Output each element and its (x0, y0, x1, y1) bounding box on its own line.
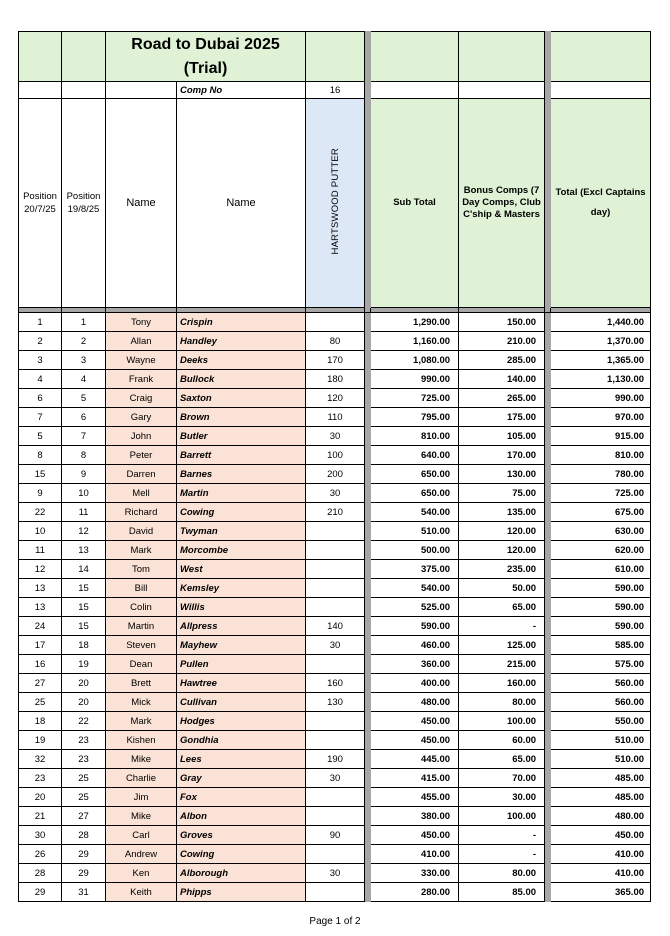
comp-points (306, 560, 365, 579)
position-prev: 16 (19, 655, 62, 674)
title-row (19, 32, 651, 82)
bonus-points: 150.00 (459, 313, 545, 332)
table-row (19, 522, 651, 541)
total-points: 510.00 (551, 731, 651, 750)
first-name: Dean (106, 655, 177, 674)
subtotal: 540.00 (371, 503, 459, 522)
subtotal: 360.00 (371, 655, 459, 674)
subtotal: 500.00 (371, 541, 459, 560)
last-name: Hodges (177, 712, 306, 731)
position-prev: 21 (19, 807, 62, 826)
total-points: 590.00 (551, 617, 651, 636)
first-name: Peter (106, 446, 177, 465)
table-row (19, 598, 651, 617)
comp-points: 190 (306, 750, 365, 769)
subtotal: 415.00 (371, 769, 459, 788)
first-name: Mike (106, 807, 177, 826)
table-row (19, 313, 651, 332)
total-points: 575.00 (551, 655, 651, 674)
last-name: Fox (177, 788, 306, 807)
comp-points: 30 (306, 769, 365, 788)
last-name: Brown (177, 408, 306, 427)
position-current: 23 (62, 750, 106, 769)
bonus-points: 75.00 (459, 484, 545, 503)
position-prev: 23 (19, 769, 62, 788)
comp-points (306, 883, 365, 902)
subtotal: 455.00 (371, 788, 459, 807)
subtotal: 640.00 (371, 446, 459, 465)
subtotal: 375.00 (371, 560, 459, 579)
first-name: David (106, 522, 177, 541)
position-prev: 20 (19, 788, 62, 807)
first-name: John (106, 427, 177, 446)
first-name: Brett (106, 674, 177, 693)
total-points: 550.00 (551, 712, 651, 731)
bonus-points: 60.00 (459, 731, 545, 750)
first-name: Mark (106, 541, 177, 560)
first-name: Charlie (106, 769, 177, 788)
table-row (19, 541, 651, 560)
last-name: West (177, 560, 306, 579)
position-prev: 3 (19, 351, 62, 370)
total-points: 560.00 (551, 693, 651, 712)
player-rows (19, 313, 651, 902)
bonus-points: 140.00 (459, 370, 545, 389)
table-row (19, 579, 651, 598)
position-current: 28 (62, 826, 106, 845)
subtotal: 990.00 (371, 370, 459, 389)
total-points: 915.00 (551, 427, 651, 446)
bonus-points: 215.00 (459, 655, 545, 674)
last-name: Kemsley (177, 579, 306, 598)
comp-points: 30 (306, 484, 365, 503)
last-name: Pullen (177, 655, 306, 674)
position-current: 3 (62, 351, 106, 370)
table-row (19, 845, 651, 864)
comp-points: 200 (306, 465, 365, 484)
comp-points (306, 313, 365, 332)
header-position-prev: Position 20/7/25 (19, 99, 62, 308)
subtotal: 1,160.00 (371, 332, 459, 351)
position-current: 7 (62, 427, 106, 446)
last-name: Cowing (177, 845, 306, 864)
comp-points (306, 598, 365, 617)
comp-points: 180 (306, 370, 365, 389)
position-prev: 28 (19, 864, 62, 883)
subtotal: 810.00 (371, 427, 459, 446)
first-name: Andrew (106, 845, 177, 864)
subtotal: 650.00 (371, 484, 459, 503)
bonus-points: 135.00 (459, 503, 545, 522)
position-prev: 7 (19, 408, 62, 427)
subtotal: 280.00 (371, 883, 459, 902)
first-name: Allan (106, 332, 177, 351)
last-name: Phipps (177, 883, 306, 902)
bonus-points: 235.00 (459, 560, 545, 579)
comp-points: 30 (306, 427, 365, 446)
position-prev: 9 (19, 484, 62, 503)
total-points: 485.00 (551, 788, 651, 807)
position-current: 23 (62, 731, 106, 750)
position-current: 19 (62, 655, 106, 674)
total-points: 510.00 (551, 750, 651, 769)
comp-points: 110 (306, 408, 365, 427)
first-name: Carl (106, 826, 177, 845)
bonus-points: 170.00 (459, 446, 545, 465)
bonus-points: 65.00 (459, 750, 545, 769)
header-last-name: Name (177, 99, 306, 308)
comp-no-value: 16 (306, 82, 365, 99)
first-name: Mell (106, 484, 177, 503)
position-current: 22 (62, 712, 106, 731)
first-name: Darren (106, 465, 177, 484)
bonus-points: 105.00 (459, 427, 545, 446)
first-name: Keith (106, 883, 177, 902)
position-current: 10 (62, 484, 106, 503)
table-row (19, 560, 651, 579)
comp-points (306, 731, 365, 750)
first-name: Colin (106, 598, 177, 617)
position-prev: 19 (19, 731, 62, 750)
table-row (19, 389, 651, 408)
comp-points (306, 788, 365, 807)
table-row (19, 750, 651, 769)
page-footer: Page 1 of 2 (309, 916, 361, 927)
bonus-points: 160.00 (459, 674, 545, 693)
first-name: Tony (106, 313, 177, 332)
position-current: 9 (62, 465, 106, 484)
table-row (19, 332, 651, 351)
comp-points: 120 (306, 389, 365, 408)
last-name: Twyman (177, 522, 306, 541)
position-current: 14 (62, 560, 106, 579)
subtotal: 400.00 (371, 674, 459, 693)
position-current: 11 (62, 503, 106, 522)
bonus-points: 30.00 (459, 788, 545, 807)
table-row (19, 446, 651, 465)
header-first-name: Name (106, 99, 177, 308)
bonus-points: 120.00 (459, 541, 545, 560)
bonus-points: 80.00 (459, 693, 545, 712)
position-current: 5 (62, 389, 106, 408)
position-prev: 13 (19, 598, 62, 617)
table-row (19, 693, 651, 712)
first-name: Steven (106, 636, 177, 655)
subtotal: 510.00 (371, 522, 459, 541)
position-prev: 8 (19, 446, 62, 465)
header-subtotal: Sub Total (371, 99, 459, 308)
last-name: Cullivan (177, 693, 306, 712)
total-points: 1,440.00 (551, 313, 651, 332)
comp-points (306, 807, 365, 826)
position-prev: 29 (19, 883, 62, 902)
position-prev: 12 (19, 560, 62, 579)
position-current: 15 (62, 617, 106, 636)
last-name: Crispin (177, 313, 306, 332)
first-name: Mick (106, 693, 177, 712)
last-name: Bullock (177, 370, 306, 389)
subtotal: 795.00 (371, 408, 459, 427)
comp-points (306, 579, 365, 598)
last-name: Gondhia (177, 731, 306, 750)
table-row (19, 427, 651, 446)
comp-points (306, 655, 365, 674)
total-points: 585.00 (551, 636, 651, 655)
position-current: 15 (62, 598, 106, 617)
first-name: Richard (106, 503, 177, 522)
bonus-points: 65.00 (459, 598, 545, 617)
first-name: Jim (106, 788, 177, 807)
comp-points: 100 (306, 446, 365, 465)
total-points: 620.00 (551, 541, 651, 560)
header-row (19, 99, 651, 308)
bonus-points: 70.00 (459, 769, 545, 788)
sheet-title: Road to Dubai 2025 (Trial) (106, 32, 306, 82)
total-points: 1,130.00 (551, 370, 651, 389)
position-prev: 13 (19, 579, 62, 598)
bonus-points: 210.00 (459, 332, 545, 351)
last-name: Albon (177, 807, 306, 826)
bonus-points: 100.00 (459, 807, 545, 826)
first-name: Tom (106, 560, 177, 579)
last-name: Cowing (177, 503, 306, 522)
position-current: 27 (62, 807, 106, 826)
first-name: Bill (106, 579, 177, 598)
total-points: 480.00 (551, 807, 651, 826)
subtotal: 330.00 (371, 864, 459, 883)
subtotal: 445.00 (371, 750, 459, 769)
subtotal: 460.00 (371, 636, 459, 655)
header-comp (306, 99, 365, 308)
table-row (19, 883, 651, 902)
comp-points: 160 (306, 674, 365, 693)
last-name: Lees (177, 750, 306, 769)
comp-points: 90 (306, 826, 365, 845)
bonus-points: 50.00 (459, 579, 545, 598)
first-name: Wayne (106, 351, 177, 370)
total-points: 410.00 (551, 864, 651, 883)
total-points: 590.00 (551, 598, 651, 617)
last-name: Martin (177, 484, 306, 503)
first-name: Mark (106, 712, 177, 731)
bonus-points: 120.00 (459, 522, 545, 541)
table-row (19, 617, 651, 636)
position-current: 18 (62, 636, 106, 655)
bonus-points: 125.00 (459, 636, 545, 655)
table-row (19, 731, 651, 750)
comp-points: 80 (306, 332, 365, 351)
total-points: 410.00 (551, 845, 651, 864)
last-name: Willis (177, 598, 306, 617)
position-current: 4 (62, 370, 106, 389)
position-prev: 15 (19, 465, 62, 484)
position-prev: 18 (19, 712, 62, 731)
comp-points (306, 522, 365, 541)
comp-points (306, 845, 365, 864)
total-points: 610.00 (551, 560, 651, 579)
position-prev: 4 (19, 370, 62, 389)
comp-points: 30 (306, 636, 365, 655)
subtotal: 1,080.00 (371, 351, 459, 370)
comp-points: 130 (306, 693, 365, 712)
position-prev: 30 (19, 826, 62, 845)
comp-points: 30 (306, 864, 365, 883)
subtotal: 1,290.00 (371, 313, 459, 332)
comp-no-label: Comp No (177, 82, 306, 99)
total-points: 1,370.00 (551, 332, 651, 351)
position-current: 31 (62, 883, 106, 902)
table-row (19, 826, 651, 845)
first-name: Martin (106, 617, 177, 636)
position-prev: 26 (19, 845, 62, 864)
position-current: 8 (62, 446, 106, 465)
first-name: Mike (106, 750, 177, 769)
bonus-points: 285.00 (459, 351, 545, 370)
comp-points: 140 (306, 617, 365, 636)
table-row (19, 351, 651, 370)
total-points: 990.00 (551, 389, 651, 408)
last-name: Barrett (177, 446, 306, 465)
position-prev: 25 (19, 693, 62, 712)
last-name: Allpress (177, 617, 306, 636)
position-prev: 6 (19, 389, 62, 408)
bonus-points: 130.00 (459, 465, 545, 484)
table-row (19, 636, 651, 655)
position-prev: 22 (19, 503, 62, 522)
bonus-points: 265.00 (459, 389, 545, 408)
position-prev: 10 (19, 522, 62, 541)
position-current: 1 (62, 313, 106, 332)
subtotal: 725.00 (371, 389, 459, 408)
last-name: Gray (177, 769, 306, 788)
last-name: Deeks (177, 351, 306, 370)
position-current: 13 (62, 541, 106, 560)
bonus-points: 175.00 (459, 408, 545, 427)
subtotal: 450.00 (371, 826, 459, 845)
position-prev: 11 (19, 541, 62, 560)
position-prev: 5 (19, 427, 62, 446)
last-name: Saxton (177, 389, 306, 408)
bonus-points: 80.00 (459, 864, 545, 883)
subtotal: 380.00 (371, 807, 459, 826)
position-current: 25 (62, 769, 106, 788)
bonus-points: - (459, 845, 545, 864)
table-row (19, 769, 651, 788)
total-points: 810.00 (551, 446, 651, 465)
subtotal: 480.00 (371, 693, 459, 712)
position-current: 20 (62, 693, 106, 712)
position-current: 6 (62, 408, 106, 427)
first-name: Ken (106, 864, 177, 883)
subtotal: 590.00 (371, 617, 459, 636)
total-points: 365.00 (551, 883, 651, 902)
subtotal: 540.00 (371, 579, 459, 598)
table-row (19, 465, 651, 484)
table-row (19, 788, 651, 807)
bonus-points: - (459, 617, 545, 636)
table-row (19, 655, 651, 674)
total-points: 725.00 (551, 484, 651, 503)
table-row (19, 807, 651, 826)
last-name: Alborough (177, 864, 306, 883)
total-points: 970.00 (551, 408, 651, 427)
last-name: Handley (177, 332, 306, 351)
position-prev: 27 (19, 674, 62, 693)
position-prev: 32 (19, 750, 62, 769)
subtotal: 650.00 (371, 465, 459, 484)
total-points: 590.00 (551, 579, 651, 598)
subtotal: 525.00 (371, 598, 459, 617)
bonus-points: 100.00 (459, 712, 545, 731)
last-name: Hawtree (177, 674, 306, 693)
position-current: 12 (62, 522, 106, 541)
leaderboard-table (18, 31, 651, 902)
position-prev: 2 (19, 332, 62, 351)
total-points: 1,365.00 (551, 351, 651, 370)
header-position-current: Position 19/8/25 (62, 99, 106, 308)
bonus-points: - (459, 826, 545, 845)
position-prev: 24 (19, 617, 62, 636)
last-name: Butler (177, 427, 306, 446)
table-row (19, 503, 651, 522)
first-name: Craig (106, 389, 177, 408)
subtotal: 450.00 (371, 712, 459, 731)
first-name: Frank (106, 370, 177, 389)
table-row (19, 864, 651, 883)
comp-name: HARTSWOOD PUTTER (329, 148, 341, 255)
last-name: Barnes (177, 465, 306, 484)
comp-points (306, 712, 365, 731)
table-row (19, 674, 651, 693)
first-name: Kishen (106, 731, 177, 750)
position-current: 29 (62, 864, 106, 883)
bonus-points: 85.00 (459, 883, 545, 902)
position-prev: 1 (19, 313, 62, 332)
comp-no-row (19, 82, 651, 99)
position-current: 15 (62, 579, 106, 598)
last-name: Morcombe (177, 541, 306, 560)
table-row (19, 712, 651, 731)
position-prev: 17 (19, 636, 62, 655)
subtotal: 450.00 (371, 731, 459, 750)
total-points: 560.00 (551, 674, 651, 693)
header-total: Total (Excl Captains day) (551, 99, 651, 308)
total-points: 485.00 (551, 769, 651, 788)
position-current: 20 (62, 674, 106, 693)
position-current: 25 (62, 788, 106, 807)
total-points: 450.00 (551, 826, 651, 845)
comp-points: 170 (306, 351, 365, 370)
position-current: 29 (62, 845, 106, 864)
total-points: 780.00 (551, 465, 651, 484)
table-row (19, 408, 651, 427)
header-bonus: Bonus Comps (7 Day Comps, Club C'ship & Masters (459, 99, 545, 308)
total-points: 675.00 (551, 503, 651, 522)
total-points: 630.00 (551, 522, 651, 541)
table-row (19, 484, 651, 503)
position-current: 2 (62, 332, 106, 351)
subtotal: 410.00 (371, 845, 459, 864)
table-row (19, 370, 651, 389)
last-name: Groves (177, 826, 306, 845)
first-name: Gary (106, 408, 177, 427)
last-name: Mayhew (177, 636, 306, 655)
comp-points (306, 541, 365, 560)
comp-points: 210 (306, 503, 365, 522)
